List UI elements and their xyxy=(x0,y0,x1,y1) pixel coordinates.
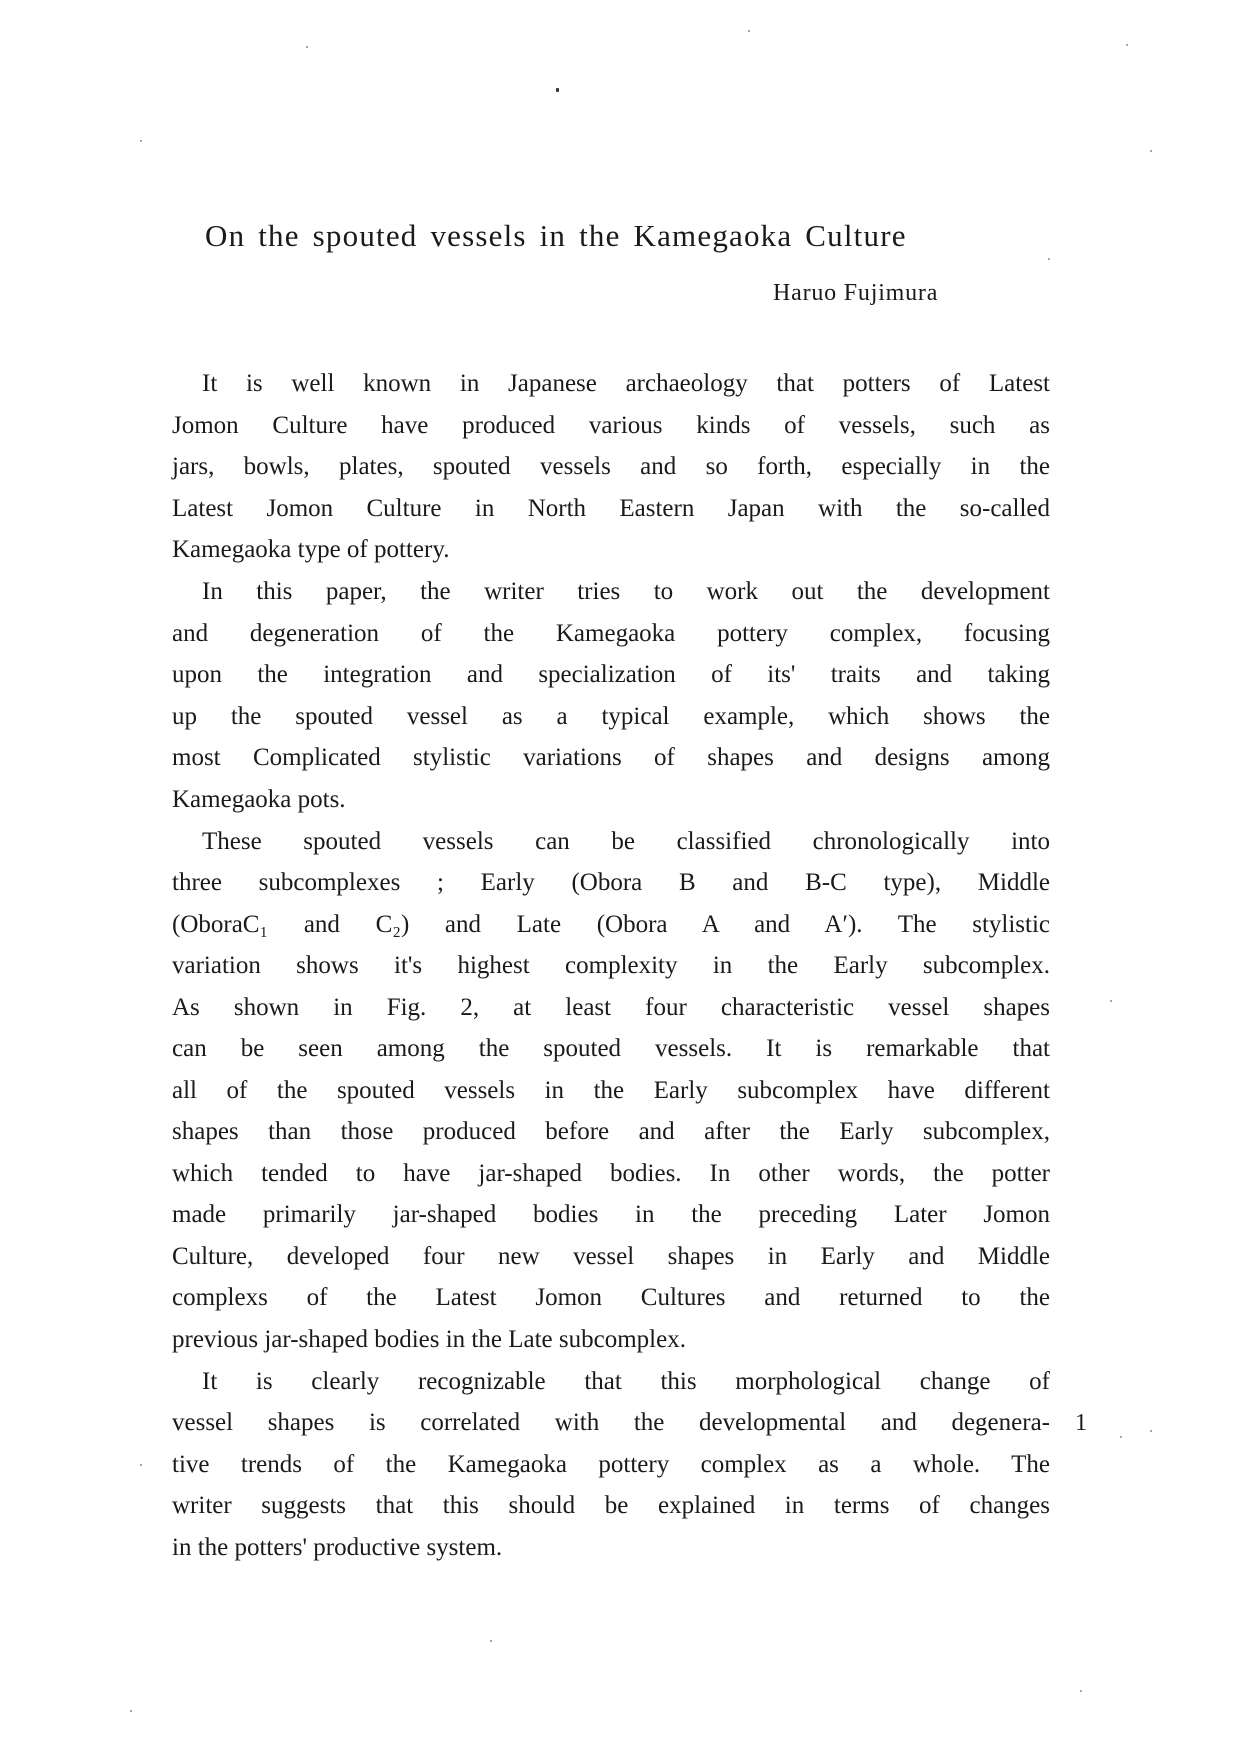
text-line: In this paper, the writer tries to work out the development xyxy=(202,578,1050,605)
text-line: Jomon Culture have produced various kinds of vessels, such as xyxy=(172,411,1050,439)
text-line: (OboraC₁ and C₂) and Late (Obora A and A′). The stylistic xyxy=(172,910,1050,938)
text-line: writer suggests that this should be explained in terms of changes xyxy=(172,1492,1050,1519)
text-line: which tended to have jar-shaped bodies. In other words, the potter xyxy=(172,1159,1050,1187)
text-line: It is clearly recognizable that this morphological change of xyxy=(202,1367,1050,1395)
scan-speck xyxy=(748,30,750,32)
text-line: Culture, developed four new vessel shapes in Early and Middle xyxy=(172,1242,1050,1270)
scan-speck xyxy=(1110,1000,1112,1002)
text-line: Kamegaoka pots. xyxy=(172,785,346,813)
scan-speck xyxy=(306,46,308,48)
text-line: can be seen among the spouted vessels. It is remarkable that xyxy=(172,1035,1050,1062)
abstract-body xyxy=(172,363,1050,1569)
paper-title: On the spouted vessels in the Kamegaoka Culture xyxy=(205,218,907,253)
scan-speck xyxy=(140,140,142,142)
text-line: Latest Jomon Culture in North Eastern Japan with the so-called xyxy=(172,494,1050,522)
scan-speck xyxy=(490,1640,492,1642)
text-line: up the spouted vessel as a typical example, which shows the xyxy=(172,702,1050,730)
scan-speck xyxy=(1126,44,1128,46)
text-line: made primarily jar-shaped bodies in the preceding Later Jomon xyxy=(172,1201,1050,1228)
scan-speck xyxy=(130,1710,132,1712)
scan-speck xyxy=(1150,1430,1152,1432)
text-line: It is well known in Japanese archaeology that potters of Latest xyxy=(202,370,1050,397)
paragraph-3 xyxy=(172,821,1050,1361)
scan-speck xyxy=(1150,150,1152,152)
paragraph-4 xyxy=(172,1361,1050,1569)
text-line: complexs of the Latest Jomon Cultures and returned to the xyxy=(172,1284,1050,1311)
text-line: As shown in Fig. 2, at least four characteristic vessel shapes xyxy=(172,993,1050,1021)
text-line: all of the spouted vessels in the Early subcomplex have different xyxy=(172,1076,1050,1104)
scan-speck xyxy=(140,1464,142,1466)
text-line: These spouted vessels can be classified chronologically into xyxy=(202,827,1050,855)
text-line: in the potters' productive system. xyxy=(172,1533,503,1561)
text-line: previous jar-shaped bodies in the Late subcomplex. xyxy=(172,1325,686,1353)
text-line: tive trends of the Kamegaoka pottery complex as a whole. The xyxy=(172,1450,1050,1478)
author-name: Haruo Fujimura xyxy=(773,280,939,306)
text-line: jars, bowls, plates, spouted vessels and so forth, especially in the xyxy=(172,453,1050,480)
text-line: upon the integration and specialization of its' traits and taking xyxy=(172,661,1050,688)
text-line: shapes than those produced before and after the Early subcomplex, xyxy=(172,1118,1050,1145)
scan-speck xyxy=(1080,1690,1082,1692)
scan-speck xyxy=(1048,258,1050,260)
text-line: three subcomplexes ; Early (Obora B and B-C type), Middle xyxy=(172,869,1050,896)
text-line: most Complicated stylistic variations of shapes and designs among xyxy=(172,744,1050,771)
scan-speck xyxy=(1120,1436,1122,1438)
paragraph-1 xyxy=(172,363,1050,571)
scan-speck xyxy=(556,88,559,92)
text-line: and degeneration of the Kamegaoka pottery complex, focusing xyxy=(172,619,1050,647)
text-line: variation shows it's highest complexity in the Early subcomplex. xyxy=(172,952,1050,979)
text-line: vessel shapes is correlated with the developmental and degenera- xyxy=(172,1409,1050,1436)
paragraph-2 xyxy=(172,571,1050,820)
text-line: Kamegaoka type of pottery. xyxy=(172,536,450,563)
page-number: 1 xyxy=(1075,1410,1087,1436)
